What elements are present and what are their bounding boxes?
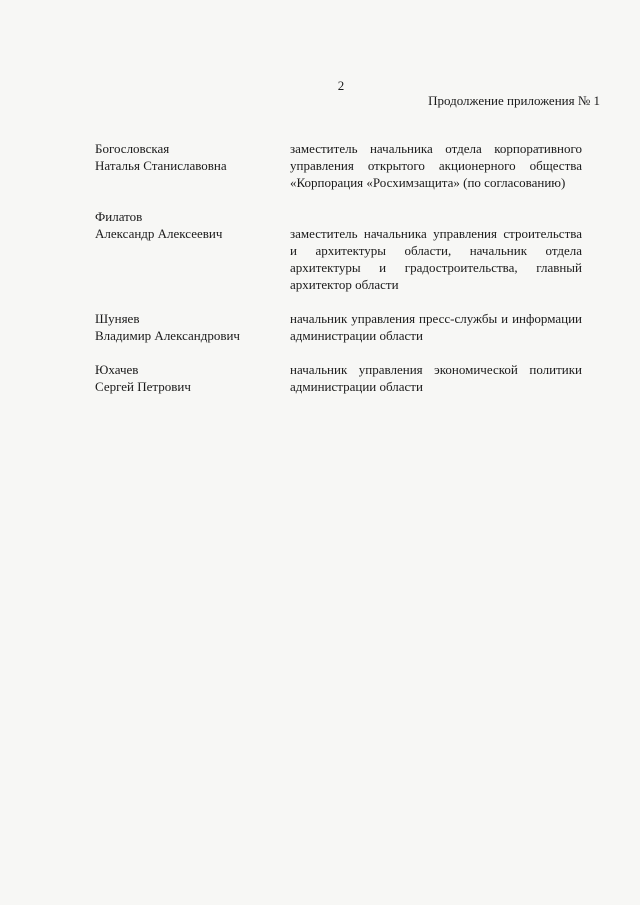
member-given-names: Владимир Александрович	[95, 328, 240, 343]
page-number: 2	[337, 78, 345, 93]
member-given-names: Сергей Петрович	[95, 379, 191, 394]
member-surname: Юхачев	[95, 362, 139, 377]
member-surname: Филатов	[95, 209, 143, 224]
member-position: начальник управления пресс-службы и информации администрации области	[290, 311, 582, 343]
member-position: начальник управления экономической политики администрации области	[290, 362, 582, 394]
list-item	[95, 310, 582, 344]
member-surname: Шуняев	[95, 311, 140, 326]
list-item	[95, 361, 582, 395]
appendix-note: Продолжение приложения № 1	[428, 93, 600, 108]
member-name	[95, 310, 290, 344]
list-item	[95, 208, 582, 293]
member-position: заместитель начальника управления строительства и архитектуры области, начальник отдела архитектуры и градостроительства, главный архитектор области	[290, 226, 582, 292]
member-name	[95, 361, 290, 395]
member-list	[95, 140, 582, 395]
list-item	[95, 140, 582, 191]
member-name	[95, 208, 290, 293]
member-surname: Богословская	[95, 141, 170, 156]
member-position: заместитель начальника отдела корпоративного управления открытого акционерного общества «Корпорация «Росхимзащита» (по согласованию)	[290, 141, 582, 190]
member-name	[95, 140, 290, 191]
member-given-names: Наталья Станиславовна	[95, 158, 227, 173]
member-given-names: Александр Алексеевич	[95, 226, 223, 241]
